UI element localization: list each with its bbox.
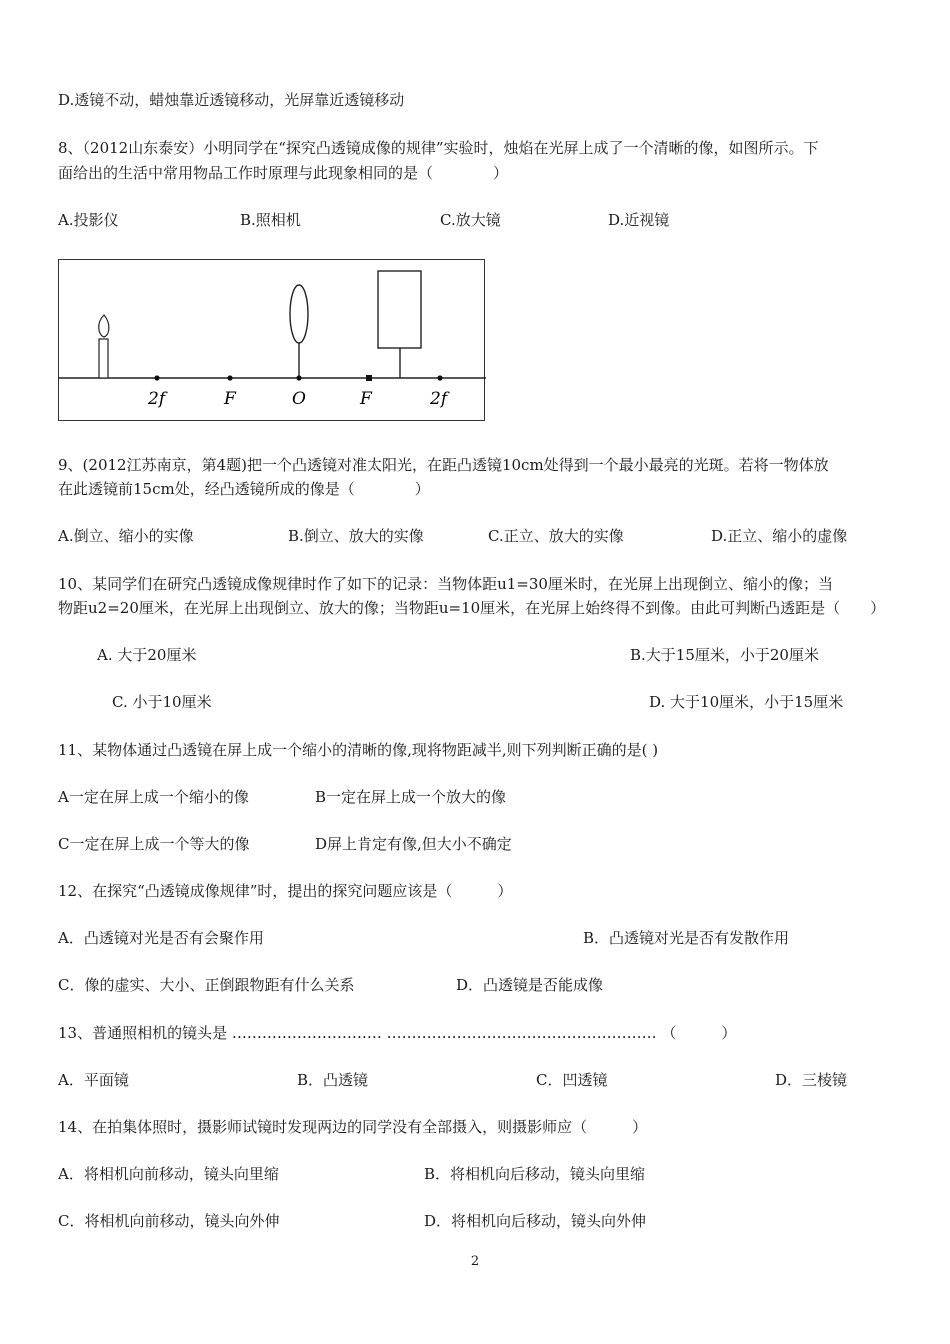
label-o: O bbox=[292, 389, 306, 409]
q10-option-b: B.大于15厘米，小于20厘米 bbox=[630, 646, 819, 664]
q11-option-c: C一定在屏上成一个等大的像 bbox=[58, 835, 250, 853]
q10-option-a: A. 大于20厘米 bbox=[97, 646, 197, 664]
q8-stem-line2: 面给出的生活中常用物品工作时原理与此现象相同的是（ ） bbox=[58, 164, 509, 182]
mark-f-left bbox=[227, 375, 232, 380]
q13-stem: 13、普通照相机的镜头是 ………………………… ……………………………………………… （ ） bbox=[58, 1024, 737, 1042]
q13-option-d: D．三棱镜 bbox=[775, 1071, 848, 1089]
q8-option-b: B.照相机 bbox=[240, 211, 301, 229]
q12-option-b: B．凸透镜对光是否有发散作用 bbox=[583, 929, 790, 947]
q8-option-c: C.放大镜 bbox=[440, 211, 501, 229]
q9-option-a: A.倒立、缩小的实像 bbox=[58, 527, 194, 545]
q14-option-c: C．将相机向前移动，镜头向外伸 bbox=[58, 1212, 280, 1230]
q8-option-d: D.近视镜 bbox=[608, 211, 670, 229]
q12-stem: 12、在探究“凸透镜成像规律”时，提出的探究问题应该是（ ） bbox=[58, 882, 513, 900]
q9-stem-line1: 9、(2012江苏南京，第4题)把一个凸透镜对准太阳光，在距凸透镜10cm处得到一个最小最亮的光斑。若将一物体放 bbox=[58, 456, 829, 474]
mark-f-right bbox=[366, 375, 372, 381]
label-f-right: F bbox=[360, 389, 372, 409]
q9-option-d: D.正立、缩小的虚像 bbox=[711, 527, 848, 545]
label-2f-left: 2f bbox=[148, 389, 166, 409]
q9-stem-line2: 在此透镜前15cm处，经凸透镜所成的像是（ ） bbox=[58, 480, 430, 498]
q12-option-a: A．凸透镜对光是否有会聚作用 bbox=[58, 929, 264, 947]
q12-option-c: C．像的虚实、大小、正倒跟物距有什么关系 bbox=[58, 976, 355, 994]
q10-option-c: C. 小于10厘米 bbox=[112, 693, 212, 711]
q7-option-d: D.透镜不动，蜡烛靠近透镜移动，光屏靠近透镜移动 bbox=[58, 91, 405, 109]
q14-option-b: B．将相机向后移动，镜头向里缩 bbox=[424, 1165, 646, 1183]
label-2f-right: 2f bbox=[430, 389, 448, 409]
q11-option-d: D屏上肯定有像,但大小不确定 bbox=[315, 835, 512, 853]
q9-option-b: B.倒立、放大的实像 bbox=[288, 527, 424, 545]
q8-option-a: A.投影仪 bbox=[58, 211, 119, 229]
q12-option-d: D．凸透镜是否能成像 bbox=[456, 976, 604, 994]
q13-option-c: C．凹透镜 bbox=[536, 1071, 608, 1089]
q11-option-b: B一定在屏上成一个放大的像 bbox=[315, 788, 507, 806]
convex-lens bbox=[290, 285, 308, 343]
q10-stem-line1: 10、某同学们在研究凸透镜成像规律时作了如下的记录：当物体距u1=30厘米时，在光屏上出现倒立、缩小的像；当 bbox=[58, 575, 833, 593]
q11-stem: 11、某物体通过凸透镜在屏上成一个缩小的清晰的像,现将物距减半,则下列判断正确的是( ) bbox=[58, 741, 659, 759]
mark-2f-right bbox=[437, 375, 442, 380]
light-screen bbox=[378, 271, 421, 348]
q8-stem-line1: 8、（2012山东泰安）小明同学在“探究凸透镜成像的规律”实验时，烛焰在光屏上成了一个清晰的像，如图所示。下 bbox=[58, 139, 819, 157]
q13-option-a: A．平面镜 bbox=[58, 1071, 129, 1089]
candle bbox=[99, 339, 108, 378]
page-number: 2 bbox=[470, 1254, 480, 1269]
q14-stem: 14、在拍集体照时，摄影师试镜时发现两边的同学没有全部摄入，则摄影师应（ ） bbox=[58, 1118, 648, 1136]
q11-option-a: A一定在屏上成一个缩小的像 bbox=[58, 788, 249, 806]
q10-option-d: D. 大于10厘米，小于15厘米 bbox=[649, 693, 844, 711]
q14-option-a: A．将相机向前移动，镜头向里缩 bbox=[58, 1165, 279, 1183]
q10-stem-line2: 物距u2=20厘米，在光屏上出现倒立、放大的像；当物距u=10厘米，在光屏上始终得不到像。由此可判断凸透距是（ ） bbox=[58, 599, 886, 617]
mark-o bbox=[296, 375, 301, 380]
label-f-left: F bbox=[224, 389, 236, 409]
q9-option-c: C.正立、放大的实像 bbox=[488, 527, 624, 545]
optics-bench-figure bbox=[58, 259, 486, 422]
q13-option-b: B．凸透镜 bbox=[297, 1071, 369, 1089]
q14-option-d: D．将相机向后移动，镜头向外伸 bbox=[424, 1212, 647, 1230]
mark-2f-left bbox=[154, 375, 159, 380]
